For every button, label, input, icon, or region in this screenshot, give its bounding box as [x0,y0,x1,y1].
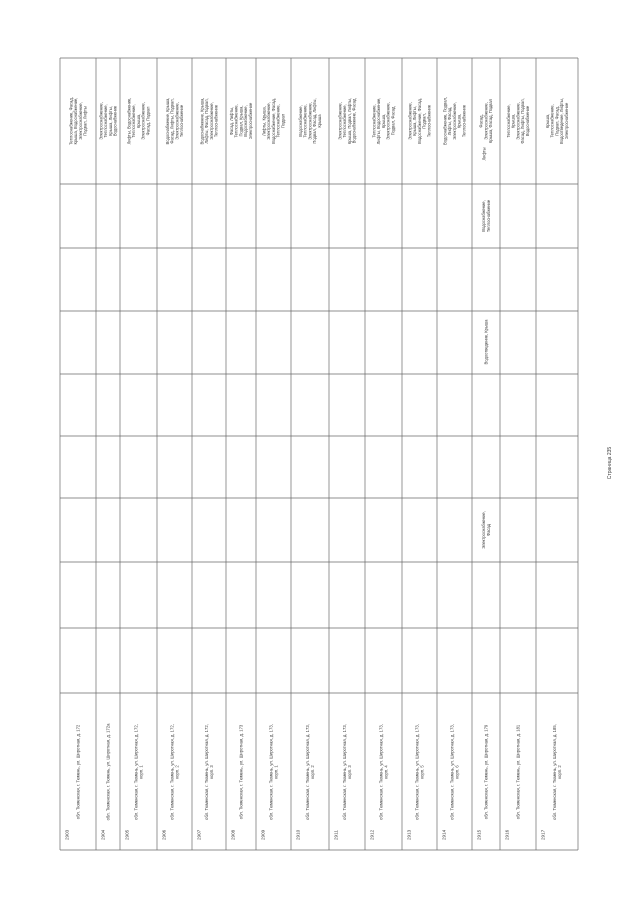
row-number [370,829,375,840]
row-work-types-line: Водоснабжение, Фасад, [270,98,276,144]
row-work-types-line: Крыша, [545,113,551,129]
row-address [379,724,389,820]
row-address-line: обл. Тюменская, г. Тюмень, ул. Широтная, д. 173, [342,724,348,820]
row-address-line: обл. Тюменская, г. Тюмень, ул. Широтная, д. 173, [305,724,311,820]
row-work-types-line: Подвал, Фасад, Лифты, [312,98,318,144]
row-work-types [443,97,467,145]
row-work-types [298,98,322,143]
row-drainage-roof-work-line: Водоотведение, Крыша [483,319,489,365]
row-number-line: 2909 [260,829,266,840]
row-number [477,829,482,840]
row-work-types-line: Крыша, Лифты, [412,106,418,136]
row-number-line: 2907 [196,829,202,840]
row-work-types-line: Теплоснабжение [213,104,219,138]
row-work-types-line: Подвал, [421,113,427,129]
row-number-line: 2904 [100,829,106,840]
row-number [65,829,70,840]
row-address [415,724,425,820]
row-work-types-line: Крыша, Фасад, Подвал [488,98,494,144]
row-work-types-line: Водоснабжение, [298,105,304,137]
row-work-types [68,97,87,145]
row-number-line: 2905 [124,829,130,840]
table-rows [65,97,569,840]
row-number [334,830,339,840]
row-work-types-line: Теплоснабжение, Фасад, [68,97,74,145]
row-work-types-line: Крыша, [380,113,386,129]
row-work-types [506,98,530,143]
row-number [162,829,167,840]
row-address [238,724,243,819]
row-address [204,724,214,820]
row-work-types-line: Электроснабжение, [174,102,180,140]
row-number [442,829,447,840]
row-address-line: обл. Тюменская, г. Тюмень, ул. Широтная, д. 172, [204,724,210,820]
row-work-types-line: Водоснабжение, Крыша, [199,97,205,145]
row-work-types-line: Теплоснабжение, [302,104,308,138]
row-work-types-line: Крыша, [510,113,516,129]
row-work-types-line: Подвал, Крыша, [238,105,244,137]
row-address-line: обл. Тюменская, г. Тюмень, ул. Широтная, д. 172, [169,724,175,820]
row-work-types-line: Фасад, Лифты, Подвал, [520,98,526,144]
row-number-line: 2916 [504,829,510,840]
row-work-types-line: Водоотведение, Лифты, [559,98,565,144]
row-work-types-line: Электроснабжение, [451,102,457,140]
row-number-line: 2903 [64,829,70,840]
row-address-line: обл. Тюменская, г. Тюмень, ул. Широтная, д. 173, [414,724,420,820]
row-number-line: 2911 [333,830,339,840]
row-work-types [199,98,218,145]
row-address [342,724,352,820]
page-number: Страница 235 [607,446,613,480]
row-number [541,829,546,840]
row-address [75,724,80,819]
row-number-line: 2910 [295,829,301,840]
row-address [269,724,279,820]
row-number-line: 2906 [161,829,167,840]
row-work-types-line: Теплоснабжение, [275,104,281,138]
row-address [134,724,144,820]
row-electricity-work-line: Фасад [485,523,491,537]
row-work-types-line: Крыша, Подвал, Лифты, [346,97,352,145]
row-work-types-line: Электроснабжение, [98,102,104,140]
row-number-line: 2912 [369,829,375,840]
row-number [407,829,412,840]
row-work-types-line: Подвал, Фасад [390,106,396,136]
row-work-types [262,98,286,144]
row-number [101,829,106,840]
row-number [296,829,301,840]
row-address-line: обл. Тюменская, г. Тюмень, ул. Широтная, д. 172а [105,723,111,821]
row-water-heat-work-line: Водоснабжение, [481,200,487,232]
row-address-line: корп. 2 [556,765,562,779]
row-address-line: обл. Тюменская, г. Тюмень, ул. Широтная, д. 181 [515,724,521,820]
row-work-types-line: Электроснабжение [247,102,253,140]
row-work-types [127,98,151,145]
row-work-types-line: Фасад, Лифты, Подвал, [169,98,175,144]
row-address [305,724,315,820]
row-electricity-work [481,511,491,549]
row-work-types-line: Водоснабжение, Подвал, [442,96,448,146]
row-number-line: 2913 [406,829,412,840]
row-lifts-work [481,147,486,160]
row-electricity-work-line: Электроснабжение, [481,511,487,549]
row-work-types-line: Подвал, Лифты [82,106,88,136]
row-work-types-line: Теплоснабжение [426,104,432,138]
row-work-types-line: Электроснабжение, [77,102,83,140]
row-work-types [229,102,253,139]
row-address-line: обл. Тюменская, г. Тюмень, ул. Широтная, д. 173, [449,724,455,820]
row-work-types-line: Подвал [280,113,286,129]
row-work-types-line: Крыша, [135,113,141,129]
row-work-types-line: Водоснабжение, Фасад, [416,98,422,144]
row-address-line: обл. Тюменская, г. Тюмень, ул. Широтная, д. 185, [552,724,558,820]
row-address-line: корп. 2 [174,765,180,779]
row-work-types-line: Лифты, Крыша, [261,106,267,136]
row-number [197,829,202,840]
row-work-types-line: Теплоснабжение [461,104,467,138]
row-address-line: корп. 3 [208,765,214,779]
row-work-types-line: Крыша, [456,113,462,129]
row-number-line: 2914 [441,829,447,840]
row-lifts-work-line: Лифты [481,147,487,161]
row-number-line: 2908 [230,829,236,840]
row-address-line: корп. 5 [419,765,425,779]
row-work-types-line: Лифты, Водоснабжение, [126,97,132,145]
row-work-types-line: Фасад, Подвал [145,106,151,136]
row-work-types-line: Теплоснабжение, [103,104,109,138]
row-address-line: корп. 1 [138,765,144,779]
row-work-types-line: Фасад, Лифты, [229,106,235,136]
row-work-types-line: Водоснабжение [524,105,530,137]
row-work-types-line: Электроснабжение, [140,102,146,140]
row-number [261,829,266,840]
row-address-line: корп. 6 [454,765,460,779]
row-number [125,829,130,840]
row-number-line: 2917 [540,829,546,840]
row-work-types-line: Крыша [316,114,322,128]
row-work-types [372,98,396,145]
row-number [505,829,510,840]
row-number-line: 2915 [476,829,482,840]
row-work-types-line: Электроснабжение, [208,102,214,140]
row-address-line: обл. Тюменская, г. Тюмень, ул. Широтная, д. 172 [75,724,81,820]
row-work-types-line: Теплоснабжение, [549,104,555,138]
row-work-types-line: Электроснабжение, [266,102,272,140]
row-address-line: корп. 3 [346,765,352,779]
row-work-types-line: Теплоснабжение, [506,104,512,138]
row-work-types-line: Теплоснабжение, [342,104,348,138]
row-work-types-line: Электроснабжение, [385,102,391,140]
row-address [552,724,562,820]
row-work-types-line: Лифты, Фасад, [447,106,453,136]
row-work-types [165,98,184,145]
row-work-types-line: Крыша, Водоснабжение, [73,97,79,145]
row-water-heat-work [481,199,491,232]
row-work-types-line: Электроснабжение, [483,102,489,140]
row-number [231,829,236,840]
row-address [170,724,180,820]
row-work-types [337,98,356,144]
row-work-types-line: Фасад, [478,114,484,128]
row-address [483,724,488,819]
row-work-types-line: Крыша, Лифты, [107,106,113,136]
row-work-types [479,98,493,143]
row-water-heat-work-line: Теплоснабжение [485,199,491,233]
row-work-types-line: Электроснабжение, [337,102,343,140]
row-work-types-line: Электроснабжение, [407,102,413,140]
row-address [450,724,460,820]
row-work-types-line: Теплоснабжение, [131,104,137,138]
row-work-types-line: Теплоснабжение [179,104,185,138]
row-address-line: обл. Тюменская, г. Тюмень, ул. Широтная, д. 173 [238,724,244,820]
row-address [105,723,110,821]
row-work-types-line: Лифты, Фасад, Подвал, [204,98,210,144]
row-work-types [408,98,432,144]
row-address-line: корп. 2 [309,765,315,779]
row-work-types-line: Водоснабжение, Крыша, [164,97,170,145]
row-work-types [98,102,117,140]
row-work-types-line: Водоснабжение, [243,105,249,137]
row-address-line: обл. Тюменская, г. Тюмень, ул. Широтная, д. 179 [483,724,489,820]
row-work-types-line: Водоснабжение, Фасад [351,98,357,144]
row-work-types-line: Подвал, Фасад, [554,106,560,136]
row-work-types-line: Лифты, Водоснабжение, [376,97,382,145]
row-drainage-roof-work [483,319,488,365]
row-work-types-line: Теплоснабжение, [371,104,377,138]
row-address-line: обл. Тюменская, г. Тюмень, ул. Широтная, д. 173, [268,724,274,820]
row-work-types-line: Электроснабжение [563,102,569,140]
row-address-line: корп. 1 [273,765,279,779]
row-work-types-line: Теплоснабжение, [233,104,239,138]
row-work-types-line: Электроснабжение, [515,102,521,140]
row-address-line: обл. Тюменская, г. Тюмень, ул. Широтная, д. 172, [133,724,139,820]
row-address-line: обл. Тюменская, г. Тюмень, ул. Широтная, д. 173, [378,724,384,820]
row-address-line: корп. 4 [383,765,389,779]
row-work-types-line: Электроснабжение, [307,102,313,140]
row-work-types [545,98,569,144]
row-work-types-line: Водоснабжение [112,105,118,137]
row-address [515,724,520,819]
